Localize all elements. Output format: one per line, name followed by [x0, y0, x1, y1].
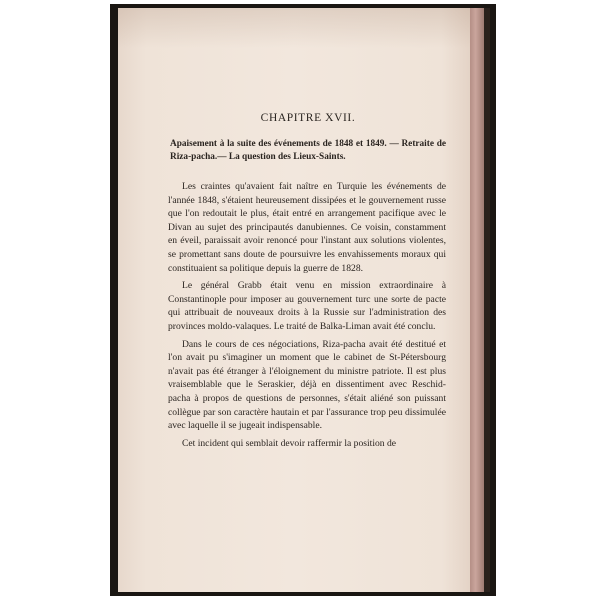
book-page: [118, 8, 470, 592]
chapter-title: CHAPITRE XVII.: [260, 112, 356, 124]
page-shading: [118, 8, 470, 48]
page-edge: [470, 8, 484, 592]
paragraph: Cet incident qui semblait devoir raffermir la position de: [182, 437, 397, 449]
paragraph: Le général Grabb était venu en mission extraordinaire à Constantinople pour imposer au gouvernement turc une sorte de pacte qui attribuait de nouveaux droits à la Russie sur l'administration des provinces moldo-valaques. Le traité de Balka-Liman avait été conclu.: [168, 280, 446, 332]
chapter-summary: Apaisement à la suite des événements de 1848 et 1849. — Retraite de Riza-pacha.— La question des Lieux-Saints.: [170, 139, 446, 162]
body-text: [168, 180, 446, 450]
page-edge-shadow: [484, 8, 490, 592]
paragraph: Dans le cours de ces négociations, Riza-pacha avait été destitué et l'on avait pu s'imaginer un moment que le cabinet de St-Pétersbourg n'avait pas été étranger à l'éloignement du ministre patriote. Il est plus vraisemblable que le Seraskier, déjà en dissentiment avec Reschid-pacha à propos de questions de personnes, s'était aliéné son puissant collègue par son caractère hautain et par l'assurance trop peu dissimulée avec laquelle il se jugeait indispensable.: [168, 338, 446, 432]
paragraph: Les craintes qu'avaient fait naître en Turquie les événements de l'année 1848, s'étaient heureusement dissipées et le gouvernement russe que l'on redoutait le plus, était entré en arrangement pacifique avec le Divan au sujet des principautés danubiennes. Ce voisin, constamment en éveil, paraissait avoir renoncé pour l'instant aux solutions violentes, se promettant sans doute de poursuivre les envahissements moraux qui constituaient sa politique depuis la guerre de 1828.: [168, 181, 446, 274]
